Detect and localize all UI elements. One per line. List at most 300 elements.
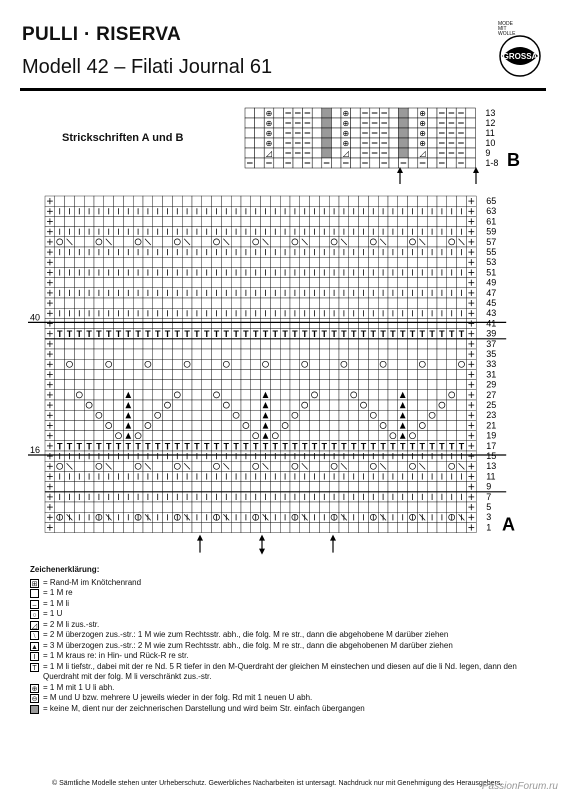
chart-a-cell xyxy=(270,461,280,471)
chart-a-cell xyxy=(84,522,94,532)
chart-a-cell xyxy=(104,216,114,226)
chart-a-cell xyxy=(182,400,192,410)
chart-a-cell xyxy=(378,431,388,441)
chart-a-cell xyxy=(55,237,65,247)
chart-a-cell xyxy=(182,349,192,359)
chart-a-cell xyxy=(65,420,75,430)
chart-a-cell xyxy=(221,482,231,492)
chart-a-cell xyxy=(114,237,124,247)
chart-b-symbol: ⊕ xyxy=(342,139,350,148)
chart-a-cell xyxy=(388,410,398,420)
chart-a-cell xyxy=(172,298,182,308)
chart-a-cell xyxy=(378,257,388,267)
chart-b-cell xyxy=(466,118,476,128)
chart-a-t-symbol: T xyxy=(419,329,426,340)
chart-a-cell xyxy=(55,390,65,400)
chart-a-cell xyxy=(398,380,408,390)
chart-a-cell xyxy=(163,216,173,226)
chart-a-cell xyxy=(153,278,163,288)
chart-a-cell xyxy=(251,380,261,390)
chart-a-cell xyxy=(65,257,75,267)
chart-a-cell xyxy=(408,349,418,359)
chart-a-cell xyxy=(378,196,388,206)
chart-a-cell xyxy=(261,522,271,532)
chart-b-cell xyxy=(312,158,322,168)
chart-a-cell xyxy=(349,431,359,441)
chart-a-cell xyxy=(163,502,173,512)
chart-a-cell xyxy=(202,196,212,206)
chart-a-cell xyxy=(104,278,114,288)
chart-a-cell xyxy=(447,461,457,471)
chart-a-cell xyxy=(84,237,94,247)
chart-a-t-symbol: T xyxy=(243,329,249,340)
chart-a-cell xyxy=(133,431,143,441)
chart-a-cell xyxy=(133,257,143,267)
chart-a-t-symbol: T xyxy=(399,441,406,452)
legend-text: = 1 M mit 1 U li abh. xyxy=(43,682,115,692)
chart-a-cell xyxy=(192,349,202,359)
chart-b-cell xyxy=(351,128,361,138)
chart-a-cell xyxy=(163,461,173,471)
chart-a-cell xyxy=(437,237,447,247)
chart-a-cell xyxy=(290,410,300,420)
chart-a-row-number: 49 xyxy=(486,277,497,288)
chart-a-cell xyxy=(310,482,320,492)
chart-a-arrow-head xyxy=(330,535,336,541)
chart-a-cell xyxy=(133,278,143,288)
chart-a-row-number: 59 xyxy=(486,226,497,237)
chart-a-cell xyxy=(319,349,329,359)
chart-a-cell xyxy=(329,461,339,471)
chart-a-cell xyxy=(153,216,163,226)
chart-a-cell xyxy=(55,196,65,206)
chart-a-cell xyxy=(359,502,369,512)
chart-b-cell xyxy=(466,128,476,138)
chart-b-cell xyxy=(399,118,409,128)
chart-a-cell xyxy=(290,400,300,410)
chart-a-t-symbol: T xyxy=(360,329,367,340)
chart-a-cell xyxy=(319,237,329,247)
chart-b-cell xyxy=(255,128,265,138)
chart-a-cell xyxy=(261,298,271,308)
chart-a-cell xyxy=(202,216,212,226)
chart-a-t-symbol: T xyxy=(282,441,288,452)
chart-a-row-number: 35 xyxy=(486,349,497,359)
chart-a-cell xyxy=(319,380,329,390)
chart-a-cell xyxy=(457,482,467,492)
chart-b-cell xyxy=(322,148,332,158)
chart-a-cell xyxy=(300,400,310,410)
chart-a-cell xyxy=(74,400,84,410)
legend-symbol-icon: ◿ xyxy=(31,622,38,630)
chart-a-cell xyxy=(359,318,369,328)
chart-a-cell xyxy=(408,339,418,349)
chart-a-cell xyxy=(55,339,65,349)
chart-a-cell xyxy=(221,216,231,226)
chart-a-cell xyxy=(329,216,339,226)
chart-a-cell xyxy=(133,216,143,226)
chart-a-cell xyxy=(339,318,349,328)
chart-a-cell xyxy=(251,349,261,359)
chart-a-cell xyxy=(192,502,202,512)
chart-a-cell xyxy=(241,196,251,206)
chart-a-t-symbol: T xyxy=(233,329,239,340)
legend-item xyxy=(30,620,550,631)
chart-a-cell xyxy=(153,298,163,308)
chart-b-cell xyxy=(466,108,476,118)
chart-a-cell xyxy=(251,369,261,379)
chart-a-cell xyxy=(300,318,310,328)
chart-a-cell xyxy=(172,482,182,492)
chart-a-cell xyxy=(74,349,84,359)
chart-a-cell xyxy=(202,502,212,512)
chart-a-cell xyxy=(339,380,349,390)
chart-a-cell xyxy=(241,318,251,328)
chart-a-cell xyxy=(55,410,65,420)
chart-a-cell xyxy=(221,400,231,410)
chart-a-cell xyxy=(84,400,94,410)
chart-a-cell xyxy=(192,216,202,226)
chart-a-cell xyxy=(427,278,437,288)
chart-a-cell xyxy=(104,318,114,328)
chart-a-cell xyxy=(319,278,329,288)
chart-a-cell xyxy=(143,278,153,288)
chart-a-cell xyxy=(221,339,231,349)
chart-a-cell xyxy=(280,257,290,267)
chart-b-cell xyxy=(408,108,418,118)
chart-a-cell xyxy=(378,410,388,420)
chart-b-row-number: 1-8 xyxy=(485,158,499,168)
chart-a-cell xyxy=(123,349,133,359)
chart-a-cell xyxy=(290,482,300,492)
chart-a-t-symbol: T xyxy=(86,441,92,452)
chart-a-cell xyxy=(359,522,369,532)
chart-a-cell xyxy=(457,278,467,288)
chart-a-cell xyxy=(241,359,251,369)
chart-a-cell xyxy=(202,359,212,369)
chart-a-cell xyxy=(270,359,280,369)
chart-a-cell xyxy=(417,400,427,410)
chart-a-cell xyxy=(310,502,320,512)
legend-symbol-icon: ⊞ xyxy=(31,580,38,588)
chart-a-cell xyxy=(280,400,290,410)
chart-a-cell xyxy=(202,410,212,420)
chart-a-t-symbol: T xyxy=(184,441,190,452)
chart-a-cell xyxy=(388,431,398,441)
chart-a-cell xyxy=(368,431,378,441)
chart-a-cell xyxy=(202,420,212,430)
chart-a-cell xyxy=(437,369,447,379)
chart-a-t-symbol: T xyxy=(321,441,328,452)
chart-a-cell xyxy=(212,339,222,349)
chart-a-cell xyxy=(172,502,182,512)
chart-a-cell xyxy=(447,400,457,410)
chart-b-symbol: ⊕ xyxy=(265,139,273,148)
legend-symbol-icon: – xyxy=(30,600,39,609)
chart-a-cell xyxy=(408,410,418,420)
chart-a-cell xyxy=(231,278,241,288)
chart-a-cell xyxy=(339,257,349,267)
chart-a-cell xyxy=(192,278,202,288)
chart-a-cell xyxy=(55,431,65,441)
chart-a-cell xyxy=(231,237,241,247)
chart-a-cell xyxy=(114,257,124,267)
chart-a-cell xyxy=(231,216,241,226)
chart-a-t-symbol: T xyxy=(203,441,210,452)
chart-a-cell xyxy=(74,278,84,288)
chart-a-row-number: 11 xyxy=(486,471,496,482)
legend-text: = 2 M li zus.-str. xyxy=(43,619,100,629)
chart-b-cell xyxy=(274,118,284,128)
chart-a-cell xyxy=(427,502,437,512)
chart-a-cell xyxy=(447,502,457,512)
chart-a-cell xyxy=(192,339,202,349)
chart-a-cell xyxy=(388,318,398,328)
chart-a-cell xyxy=(163,196,173,206)
chart-a-cell xyxy=(300,359,310,369)
chart-a-cell xyxy=(74,420,84,430)
chart-a-cell xyxy=(270,502,280,512)
chart-a-cell xyxy=(74,318,84,328)
legend-text: = 1 U xyxy=(43,609,63,618)
chart-a-cell xyxy=(310,278,320,288)
chart-a-cell xyxy=(339,339,349,349)
legend-item xyxy=(30,704,550,715)
chart-a-cell xyxy=(329,400,339,410)
chart-a-cell xyxy=(300,502,310,512)
chart-a-cell xyxy=(55,502,65,512)
chart-a-t-symbol: T xyxy=(145,441,151,452)
chart-a-cell xyxy=(329,318,339,328)
chart-a-cell xyxy=(231,420,241,430)
chart-a-cell xyxy=(270,257,280,267)
chart-a-cell xyxy=(339,196,349,206)
chart-a-row-number: 1 xyxy=(486,522,492,533)
chart-a-cell xyxy=(133,359,143,369)
chart-a-cell xyxy=(408,298,418,308)
chart-a-cell xyxy=(133,318,143,328)
chart-a-cell xyxy=(388,196,398,206)
chart-a-t-symbol: T xyxy=(125,441,132,452)
chart-a-cell xyxy=(408,390,418,400)
chart-b-cell xyxy=(389,148,399,158)
chart-a-cell xyxy=(427,359,437,369)
chart-a-cell xyxy=(359,257,369,267)
chart-a-cell xyxy=(437,482,447,492)
chart-a-cell xyxy=(427,298,437,308)
chart-a-cell xyxy=(65,196,75,206)
chart-a-cell xyxy=(300,380,310,390)
chart-a-cell xyxy=(192,420,202,430)
chart-a-cell xyxy=(221,420,231,430)
legend-symbol-icon: ○ xyxy=(30,610,39,619)
chart-a-cell xyxy=(182,502,192,512)
chart-a-cell xyxy=(378,278,388,288)
chart-a-cell xyxy=(378,349,388,359)
chart-b-symbol: ⊕ xyxy=(419,109,426,118)
chart-a-t-symbol: T xyxy=(194,329,200,340)
chart-a-cell xyxy=(104,431,114,441)
chart-a-cell xyxy=(123,380,133,390)
chart-a-cell xyxy=(349,349,359,359)
chart-a-cell xyxy=(368,237,378,247)
chart-a-cell xyxy=(378,318,388,328)
chart-a-cell xyxy=(349,420,359,430)
chart-a-cell xyxy=(408,420,418,430)
chart-a-cell xyxy=(231,359,241,369)
chart-a-cell xyxy=(74,359,84,369)
chart-a-t-symbol: T xyxy=(164,441,171,452)
chart-a-cell xyxy=(251,257,261,267)
chart-a-cell xyxy=(408,318,418,328)
chart-a-cell xyxy=(368,380,378,390)
chart-a-cell xyxy=(329,278,339,288)
chart-a-cell xyxy=(329,390,339,400)
chart-a-cell xyxy=(368,359,378,369)
chart-a-cell xyxy=(349,298,359,308)
chart-a-t-symbol: T xyxy=(311,441,318,452)
chart-a-cell xyxy=(172,196,182,206)
chart-a-cell xyxy=(427,461,437,471)
chart-a-cell xyxy=(65,380,75,390)
chart-a-cell xyxy=(114,318,124,328)
chart-a-cell xyxy=(280,410,290,420)
chart-a-cell xyxy=(437,522,447,532)
chart-a-cell xyxy=(182,359,192,369)
chart-a-cell xyxy=(437,400,447,410)
chart-a-cell xyxy=(437,216,447,226)
chart-a-cell xyxy=(143,390,153,400)
chart-a-row-number: 9 xyxy=(486,481,492,492)
chart-a-cell xyxy=(74,196,84,206)
chart-a-cell xyxy=(212,461,222,471)
chart-a-t-symbol: T xyxy=(321,329,328,340)
chart-a-cell xyxy=(65,369,75,379)
chart-a-cell xyxy=(202,431,212,441)
chart-a-cell xyxy=(339,502,349,512)
chart-a-cell xyxy=(349,196,359,206)
chart-a-cell xyxy=(192,359,202,369)
page-subtitle: Modell 42 – Filati Journal 61 xyxy=(22,56,273,78)
chart-a-t-symbol: T xyxy=(272,441,279,452)
chart-a-cell xyxy=(202,339,212,349)
chart-a-t-symbol: T xyxy=(105,329,112,340)
chart-b-cell xyxy=(408,128,418,138)
chart-a-cell xyxy=(192,298,202,308)
chart-a-cell xyxy=(290,522,300,532)
chart-b-cell xyxy=(245,118,255,128)
chart-a-cell xyxy=(104,359,114,369)
chart-a-cell xyxy=(94,400,104,410)
chart-a-cell xyxy=(368,522,378,532)
chart-a-t-symbol: T xyxy=(370,329,377,340)
chart-a-cell xyxy=(221,196,231,206)
chart-a-cell xyxy=(457,380,467,390)
chart-a-cell xyxy=(280,298,290,308)
chart-a-cell xyxy=(398,237,408,247)
chart-a-cell xyxy=(270,349,280,359)
chart-b-symbol: ⊕ xyxy=(419,119,426,128)
chart-a-cell xyxy=(172,216,182,226)
chart-a-cell xyxy=(202,461,212,471)
chart-a-cell xyxy=(163,400,173,410)
chart-a-cell xyxy=(329,502,339,512)
chart-b-cell xyxy=(255,148,265,158)
chart-a-cell xyxy=(182,420,192,430)
chart-a-cell xyxy=(359,216,369,226)
chart-a-t-symbol: T xyxy=(272,329,279,340)
chart-a-cell xyxy=(339,216,349,226)
chart-a-t-symbol: T xyxy=(448,329,455,340)
chart-a-cell xyxy=(221,369,231,379)
chart-a-cell xyxy=(417,369,427,379)
chart-a-row-number: 3 xyxy=(486,512,492,523)
chart-a-cell xyxy=(388,349,398,359)
chart-a-cell xyxy=(172,278,182,288)
chart-a-cell xyxy=(378,216,388,226)
legend-item xyxy=(30,588,550,599)
chart-a-cell xyxy=(319,420,329,430)
chart-a-cell xyxy=(319,400,329,410)
chart-a-cell xyxy=(319,410,329,420)
chart-a-cell xyxy=(212,349,222,359)
chart-a-t-symbol: T xyxy=(203,329,210,340)
chart-a-cell xyxy=(359,237,369,247)
chart-a-cell xyxy=(84,298,94,308)
chart-a-cell xyxy=(368,349,378,359)
chart-a-cell xyxy=(359,482,369,492)
chart-a-t-symbol: T xyxy=(213,441,220,452)
chart-b-cell xyxy=(312,138,322,148)
chart-a-cell xyxy=(398,461,408,471)
chart-a-cell xyxy=(123,369,133,379)
chart-a-cell xyxy=(408,359,418,369)
chart-a-t-symbol: T xyxy=(76,441,83,452)
chart-a-t-symbol: T xyxy=(262,441,269,452)
chart-a-cell xyxy=(221,390,231,400)
chart-a-cell xyxy=(74,339,84,349)
chart-a-cell xyxy=(280,461,290,471)
chart-a-cell xyxy=(270,298,280,308)
chart-a-cell xyxy=(84,390,94,400)
chart-a-cell xyxy=(447,349,457,359)
chart-a-cell xyxy=(349,461,359,471)
chart-a-cell xyxy=(398,216,408,226)
chart-a-cell xyxy=(104,369,114,379)
chart-b-cell xyxy=(312,148,322,158)
chart-a-cell xyxy=(182,216,192,226)
chart-a-cell xyxy=(133,380,143,390)
chart-a-cell xyxy=(280,369,290,379)
chart-a-cell xyxy=(133,298,143,308)
legend-symbol-icon: I xyxy=(30,652,39,661)
chart-a-cell xyxy=(231,257,241,267)
chart-a-cell xyxy=(231,380,241,390)
chart-a-cell xyxy=(94,278,104,288)
chart-a-cell xyxy=(417,278,427,288)
brand-logo xyxy=(494,26,546,78)
legend-item xyxy=(30,630,550,641)
chart-a-t-symbol: T xyxy=(341,329,347,340)
chart-a-cell xyxy=(74,482,84,492)
chart-a-cell xyxy=(290,318,300,328)
chart-a-cell xyxy=(212,390,222,400)
chart-a-cell xyxy=(290,237,300,247)
chart-a-cell xyxy=(251,390,261,400)
chart-a-cell xyxy=(349,278,359,288)
chart-a-cell xyxy=(417,390,427,400)
chart-a-t-symbol: T xyxy=(96,441,102,452)
